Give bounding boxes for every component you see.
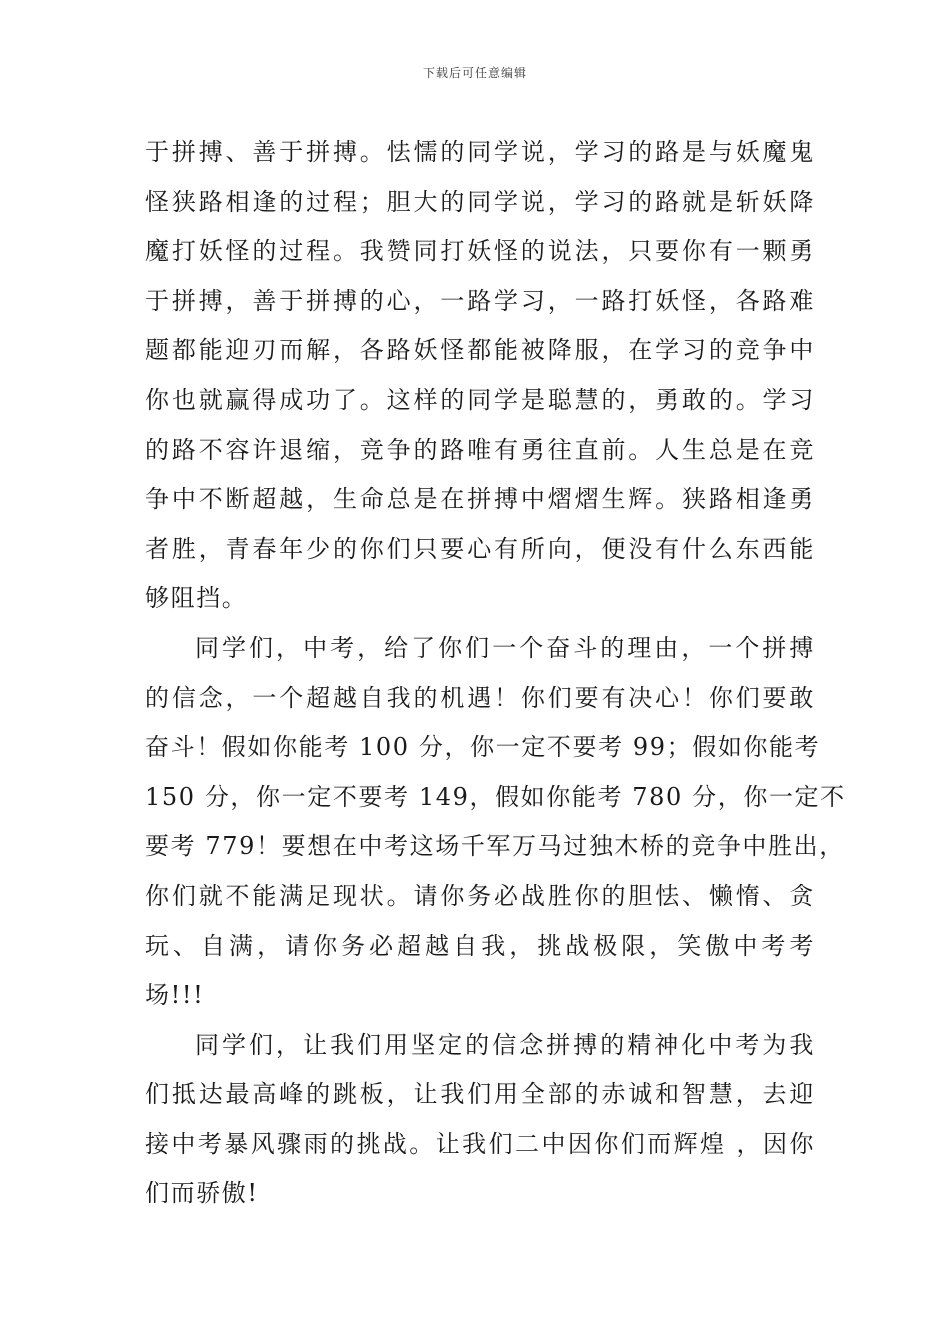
text-line: 于拼搏，善于拼搏的心，一路学习，一路打妖怪，各路难 [145,286,815,315]
paragraph-3 [145,1021,815,1219]
text-line: 你们就不能满足现状。请你务必战胜你的胆怯、懒惰、贪 [145,881,815,910]
text-line: 争中不断超越，生命总是在拼搏中熠熠生辉。狭路相逢勇 [145,485,815,514]
text-line: 的路不容许退缩，竞争的路唯有勇往直前。人生总是在竞 [145,435,815,464]
text-line: 于拼搏、善于拼搏。怯懦的同学说，学习的路是与妖魔鬼 [145,138,815,166]
text-line: 要考 779！要想在中考这场千军万马过独木桥的竞争中胜出， [145,832,845,861]
text-line: 的信念，一个超越自我的机遇！你们要有决心！你们要敢 [145,683,815,712]
text-line: 怪狭路相逢的过程；胆大的同学说，学习的路就是斩妖降 [145,187,815,216]
paragraph-2 [145,624,846,1021]
text-line: 们而骄傲! [145,1179,259,1208]
text-line: 者胜，青春年少的你们只要心有所向，便没有什么东西能 [145,534,815,563]
paragraph-1 [145,128,815,624]
text-line: 同学们，让我们用坚定的信念拼搏的精神化中考为我 [195,1030,815,1059]
page-header: 下载后可任意编辑 [422,66,527,80]
text-line: 够阻挡。 [145,584,248,613]
text-line: 玩、自满，请你务必超越自我，挑战极限，笑傲中考考 [145,931,815,960]
text-line: 同学们，中考，给了你们一个奋斗的理由，一个拼搏 [195,633,815,662]
text-line: 你也就赢得成功了。这样的同学是聪慧的，勇敢的。学习 [145,385,815,414]
document-body [145,128,846,1219]
text-line: 们抵达最高峰的跳板，让我们用全部的赤诚和智慧，去迎 [145,1080,815,1109]
text-line: 题都能迎刃而解，各路妖怪都能被降服，在学习的竞争中 [145,336,815,365]
text-line: 接中考暴风骤雨的挑战。让我们二中因你们而辉煌 ，因你 [145,1129,815,1158]
text-line: 150 分，你一定不要考 149，假如你能考 780 分，你一定不 [145,782,846,811]
text-line: 魔打妖怪的过程。我赞同打妖怪的说法，只要你有一颗勇 [145,237,815,266]
text-line: 场!!! [145,981,205,1010]
text-line: 奋斗！假如你能考 100 分，你一定不要考 99；假如你能考 [145,733,821,762]
